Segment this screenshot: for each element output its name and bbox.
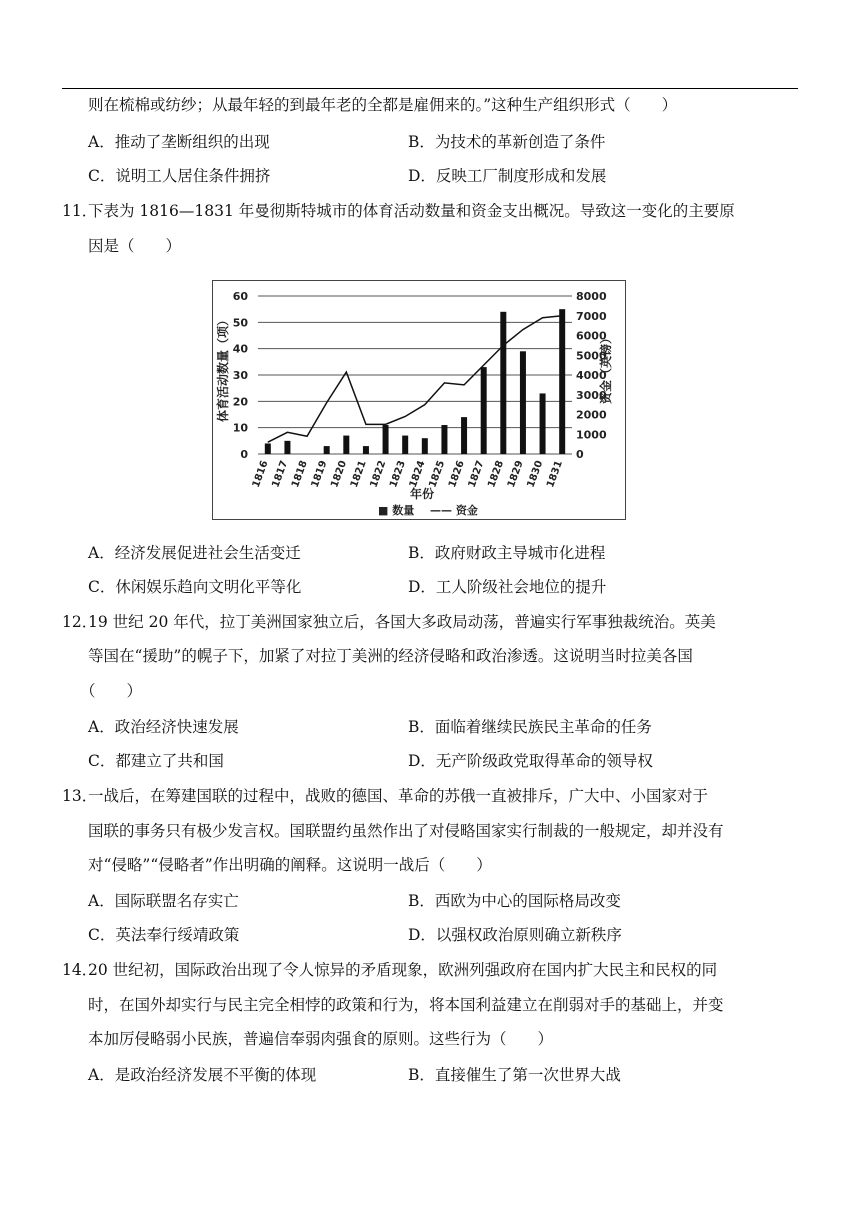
y-tick-label: 60 <box>232 290 248 303</box>
y2-tick-label: 5000 <box>576 349 607 363</box>
x-tick-label: 1817 <box>270 459 291 490</box>
bar-1825 <box>441 425 447 454</box>
x-tick-label: 1822 <box>368 459 389 490</box>
bar-1822 <box>383 425 389 454</box>
q13-number: 13． <box>62 787 98 805</box>
q14-stem-line2: 时，在国外却实行与民主完全相悖的政策和行为，将本国利益建立在削弱对手的基础上，并变 <box>88 996 724 1014</box>
x-tick-label: 1816 <box>250 459 271 490</box>
bar-1816 <box>265 443 271 454</box>
bar-1830 <box>540 393 546 454</box>
bar-1821 <box>363 446 369 454</box>
q12-stem-line1: 19 世纪 20 年代，拉丁美洲国家独立后，各国大多政局动荡，普遍实行军事独裁统治。英美 <box>88 613 716 631</box>
q13-option-c[interactable]: C．英法奉行绥靖政策 <box>88 926 240 944</box>
y2-tick-label: 1000 <box>576 428 607 442</box>
bar-1828 <box>500 312 506 454</box>
x-tick-label: 1829 <box>505 459 526 490</box>
q14-option-b[interactable]: B．直接催生了第一次世界大战 <box>408 1066 621 1084</box>
q11-stem-line1: 下表为 1816—1831 年曼彻斯特城市的体育活动数量和资金支出概况。导致这一变化的主要原 <box>88 202 735 220</box>
q12-number: 12． <box>62 613 98 631</box>
x-tick-label: 1825 <box>427 459 448 490</box>
y2-tick-label: 7000 <box>576 309 607 323</box>
q13-option-b[interactable]: B．西欧为中心的国际格局改变 <box>408 892 621 910</box>
bar-1827 <box>481 367 487 454</box>
q14-stem-line3: 本加厉侵略弱小民族，普遍信奉弱肉强食的原则。这些行为（ ） <box>88 1030 554 1048</box>
header-rule <box>62 88 798 89</box>
q13-stem-line2: 国联的事务只有极少发言权。国联盟约虽然作出了对侵略国家实行制裁的一般规定，却并没有 <box>88 822 724 840</box>
x-tick-label: 1830 <box>525 459 546 490</box>
q12-stem-line3: （ ） <box>80 682 143 700</box>
y2-tick-label: 2000 <box>576 408 607 422</box>
q12-option-d[interactable]: D．无产阶级政党取得革命的领导权 <box>408 752 653 770</box>
q12-stem-line2: 等国在“援助”的幌子下，加紧了对拉丁美洲的经济侵略和政治渗透。这说明当时拉美各国 <box>88 647 693 665</box>
q11-number: 11． <box>62 202 98 220</box>
q10-option-a[interactable]: A．推动了垄断组织的出现 <box>88 133 270 151</box>
y-axis-title: 体育活动数量（项） <box>216 313 230 423</box>
x-tick-label: 1827 <box>466 459 487 490</box>
q12-option-b[interactable]: B．面临着继续民族民主革命的任务 <box>408 718 652 736</box>
y2-tick-label: 4000 <box>576 369 607 382</box>
q10-stem-tail: 则在梳棉或纺纱；从最年轻的到最年老的全都是雇佣来的。”这种生产组织形式（ ） <box>88 96 678 114</box>
q14-option-a[interactable]: A．是政治经济发展不平衡的体现 <box>88 1066 317 1084</box>
y-tick-label: 10 <box>232 421 248 435</box>
q13-option-a[interactable]: A．国际联盟名存实亡 <box>88 892 239 910</box>
y-tick-label: 30 <box>232 369 248 382</box>
legend-line: —— 资金 <box>430 504 478 517</box>
legend-bar: ■ 数量 <box>378 504 415 517</box>
x-tick-label: 1828 <box>486 459 507 490</box>
q10-option-b[interactable]: B．为技术的革新创造了条件 <box>408 133 606 151</box>
q11-option-a[interactable]: A．经济发展促进社会生活变迁 <box>88 544 301 562</box>
q10-option-d[interactable]: D．反映工厂制度形成和发展 <box>408 167 607 185</box>
x-axis-title: 年份 <box>409 487 435 501</box>
q13-stem-line1: 一战后，在筹建国联的过程中，战败的德国、革命的苏俄一直被排斥，广大中、小国家对于 <box>88 787 709 805</box>
bar-1817 <box>284 441 290 454</box>
x-tick-label: 1831 <box>545 459 566 490</box>
bar-1831 <box>559 309 565 454</box>
q14-number: 14． <box>62 961 98 979</box>
x-tick-label: 1824 <box>407 459 428 490</box>
q10-option-c[interactable]: C．说明工人居住条件拥挤 <box>88 167 271 185</box>
q14-stem-line1: 20 世纪初，国际政治出现了令人惊异的矛盾现象，欧洲列强政府在国内扩大民主和民权的同 <box>88 961 718 979</box>
q13-stem-line3: 对“侵略”“侵略者”作出明确的阐释。这说明一战后（ ） <box>88 856 492 874</box>
sports-chart <box>212 280 626 520</box>
bar-1819 <box>324 446 330 454</box>
bar-1820 <box>343 436 349 454</box>
bar-1826 <box>461 417 467 454</box>
y2-tick-label: 8000 <box>576 290 607 303</box>
x-tick-label: 1823 <box>388 459 409 490</box>
y-tick-label: 0 <box>240 448 248 461</box>
q11-option-d[interactable]: D．工人阶级社会地位的提升 <box>408 578 607 596</box>
y2-axis-title: 资金（英镑） <box>599 331 613 405</box>
sports-chart-svg <box>212 280 626 520</box>
q11-stem-line2: 因是（ ） <box>88 237 182 255</box>
q11-option-c[interactable]: C．休闲娱乐趋向文明化平等化 <box>88 578 302 596</box>
x-tick-label: 1826 <box>447 459 467 490</box>
q12-option-a[interactable]: A．政治经济快速发展 <box>88 718 239 736</box>
bar-1829 <box>520 351 526 454</box>
x-tick-label: 1821 <box>348 459 369 490</box>
bar-1823 <box>402 436 408 454</box>
y2-tick-label: 3000 <box>576 388 607 402</box>
q13-option-d[interactable]: D．以强权政治原则确立新秩序 <box>408 926 622 944</box>
y2-tick-label: 6000 <box>576 329 607 343</box>
q12-option-c[interactable]: C．都建立了共和国 <box>88 752 224 770</box>
bar-1824 <box>422 438 428 454</box>
y-tick-label: 20 <box>232 395 248 409</box>
x-tick-label: 1819 <box>309 459 330 490</box>
y-tick-label: 40 <box>232 342 248 356</box>
q11-option-b[interactable]: B．政府财政主导城市化进程 <box>408 544 606 562</box>
y-tick-label: 50 <box>232 316 248 330</box>
y2-tick-label: 0 <box>576 448 584 461</box>
x-tick-label: 1820 <box>329 459 350 490</box>
x-tick-label: 1818 <box>290 459 310 490</box>
